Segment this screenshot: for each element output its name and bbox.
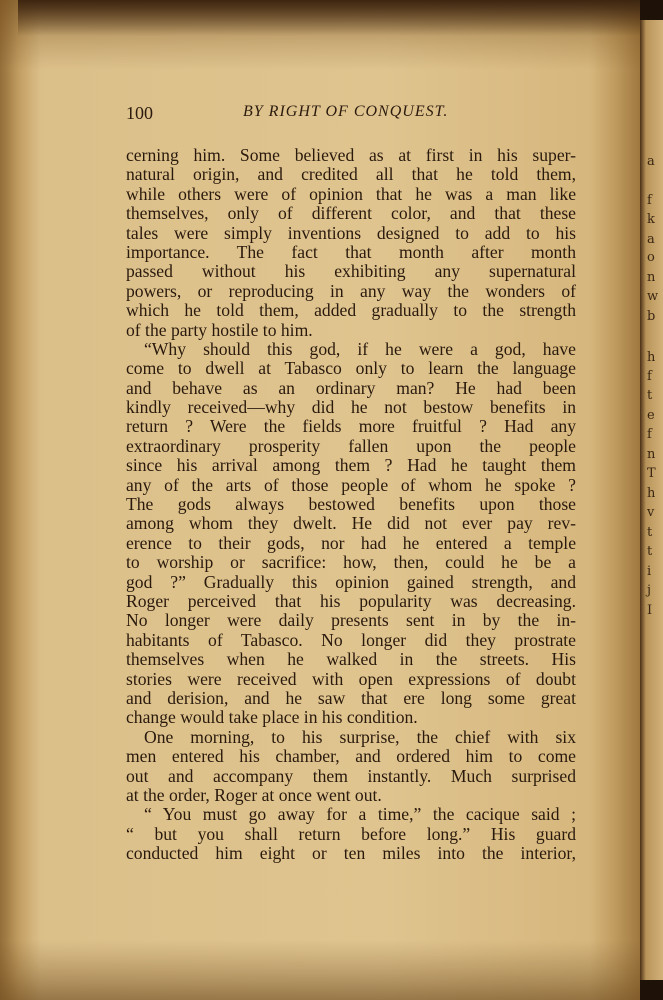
text-line: return ? Were the fields more fruitful ? Had any	[126, 416, 576, 437]
facing-page-letter: n	[647, 447, 656, 462]
facing-page-letter: a	[647, 154, 655, 169]
text-line: and derision, and he saw that ere long some great	[126, 687, 576, 708]
text-line: habitants of Tabasco. No longer did they prostrate	[126, 629, 576, 650]
text-line: and behave as an ordinary man? He had been	[126, 377, 576, 398]
text-line: themselves, only of different color, and that these	[126, 203, 576, 224]
text-line: extraordinary prosperity fallen upon the people	[126, 435, 576, 456]
text-line: passed without his exhibiting any supernatural	[126, 261, 576, 282]
text-line: which he told them, added gradually to the strength	[126, 300, 576, 321]
page-number: 100	[126, 103, 153, 123]
facing-page-letter: b	[647, 309, 656, 324]
text-line: while others were of opinion that he was a man like	[126, 183, 576, 204]
text-line: “ You must go away for a time,” the cacique said ;	[144, 804, 576, 825]
facing-page-letter: h	[647, 486, 656, 501]
page-header	[126, 103, 576, 127]
text-line: any of the arts of those people of whom he spoke ?	[126, 474, 576, 495]
text-line: to worship or sacrifice: how, then, could he be a	[126, 552, 576, 573]
text-line: erence to their gods, nor had he entered a temple	[126, 532, 576, 553]
text-line: come to dwell at Tabasco only to learn the language	[126, 358, 576, 379]
facing-page-letter: f	[647, 427, 652, 442]
text-line: “ but you shall return before long.” His guard	[126, 823, 576, 844]
facing-page-letter: h	[647, 350, 656, 365]
text-line: “Why should this god, if he were a god, have	[144, 338, 576, 359]
text-line: themselves when he walked in the streets. His	[126, 649, 576, 670]
body-text	[126, 146, 576, 863]
facing-page-letter: t	[647, 525, 653, 540]
text-line: conducted him eight or ten miles into the interior,	[126, 843, 576, 864]
facing-page-letter: f	[647, 369, 652, 384]
running-head: BY RIGHT OF CONQUEST.	[243, 103, 449, 120]
facing-page-letter: T	[647, 466, 656, 481]
text-line: No longer were daily presents sent in by the in-	[126, 610, 576, 631]
text-line: out and accompany them instantly. Much surprised	[126, 765, 576, 786]
facing-page-letter: I	[647, 603, 653, 618]
text-line: powers, or reproducing in any way the wonders of	[126, 280, 576, 301]
facing-page-letter: w	[647, 289, 659, 304]
text-line: importance. The fact that month after month	[126, 241, 576, 262]
text-line: stories were received with open expressions of doubt	[126, 668, 576, 689]
facing-page-letter: f	[647, 193, 652, 208]
facing-page-letter: v	[647, 505, 655, 520]
facing-page-letter: i	[647, 564, 652, 579]
facing-page-letter: o	[647, 250, 655, 265]
text-line: natural origin, and credited all that he told them,	[126, 164, 576, 185]
text-line: change would take place in his condition.	[126, 707, 418, 728]
facing-page-letter: t	[647, 388, 653, 403]
text-line: of the party hostile to him.	[126, 319, 313, 340]
facing-page-letter: k	[647, 212, 655, 227]
text-line: at the order, Roger at once went out.	[126, 784, 382, 805]
text-line: The gods always bestowed benefits upon those	[126, 494, 576, 515]
text-line: god ?” Gradually this opinion gained strength, and	[126, 571, 576, 592]
facing-page-letter: j	[647, 583, 652, 598]
text-line: cerning him. Some believed as at first in his super-	[126, 145, 576, 165]
page-top-shadow	[18, 0, 640, 36]
facing-page-letter: n	[647, 270, 656, 285]
facing-page-letter: a	[647, 232, 655, 247]
text-line: One morning, to his surprise, the chief with six	[144, 726, 576, 747]
text-line: among whom they dwelt. He did not ever pay rev-	[126, 513, 576, 534]
text-line: kindly received—why did he not bestow benefits in	[126, 397, 576, 418]
text-line: tales were simply inventions designed to add to his	[126, 222, 576, 243]
facing-page-edge	[640, 20, 663, 980]
text-line: since his arrival among them ? Had he taught them	[126, 455, 576, 476]
text-line: men entered his chamber, and ordered him to come	[126, 746, 576, 767]
text-line: Roger perceived that his popularity was decreasing.	[126, 590, 576, 611]
facing-page-letter: e	[647, 408, 655, 423]
facing-page-letter: t	[647, 544, 653, 559]
